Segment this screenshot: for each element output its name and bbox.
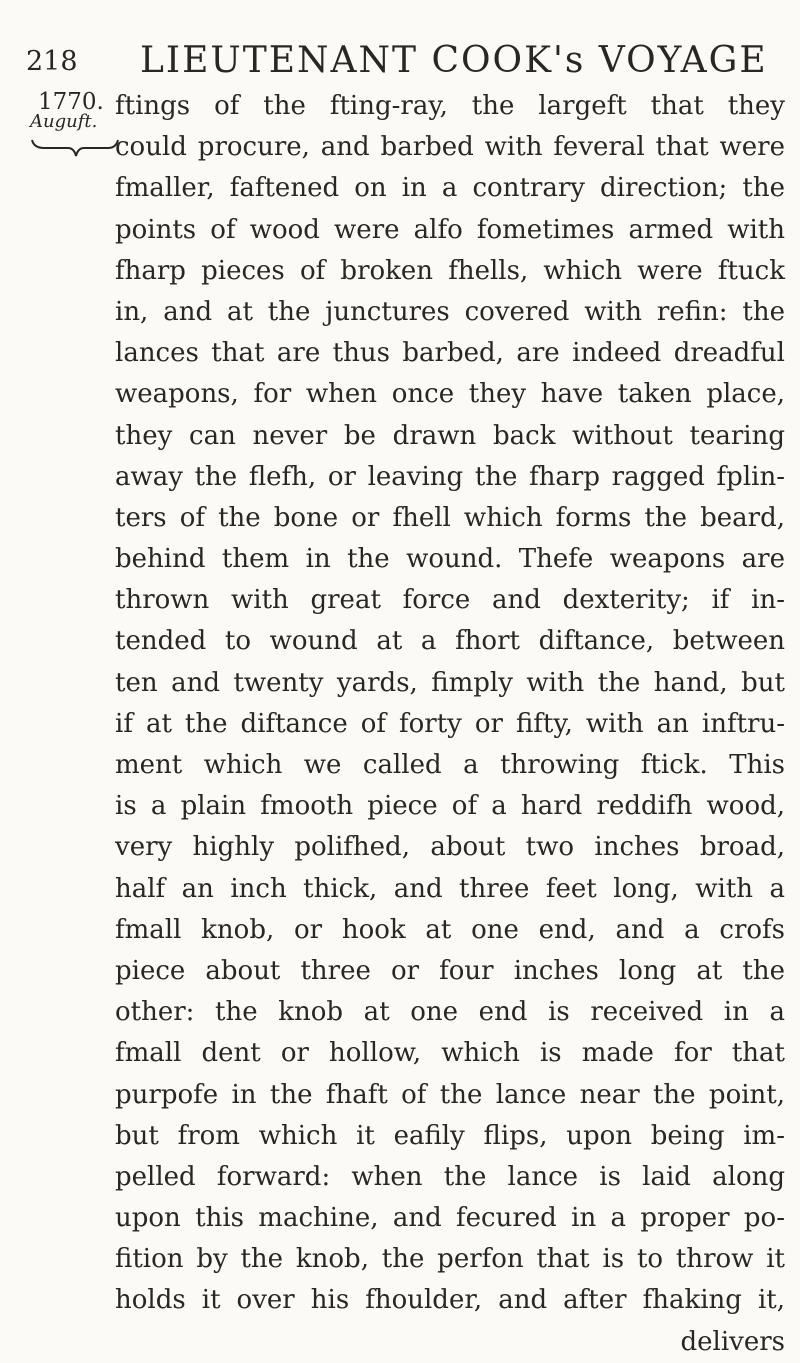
text-line: very highly polifhed, about two inches broad,: [115, 832, 785, 863]
running-title: LIEUTENANT COOK's VOYAGE: [140, 40, 768, 81]
text-line: behind them in the wound. Thefe weapons are: [115, 544, 785, 575]
text-line: fmall knob, or hook at one end, and a crofs: [115, 914, 785, 945]
margin-note-month: Auguft.: [30, 111, 98, 132]
text-line: points of wood were alfo fometimes armed with: [115, 214, 785, 245]
page-number: 218: [26, 46, 78, 77]
text-line: is a plain fmooth piece of a hard reddifh wood,: [115, 791, 785, 822]
text-line: ten and twenty yards, fimply with the hand, but: [115, 667, 785, 698]
catchword: delivers: [680, 1326, 785, 1357]
text-line: thrown with great force and dexterity; if in-: [115, 585, 785, 616]
text-line: fmall dent or hollow, which is made for that: [115, 1038, 785, 1069]
margin-brace-icon: [30, 136, 120, 160]
text-line: holds it over his fhoulder, and after fhaking it,: [115, 1285, 785, 1316]
text-line: if at the diftance of forty or fifty, with an inftru-: [115, 708, 785, 739]
text-line: other: the knob at one end is received in a: [115, 997, 785, 1028]
text-line: weapons, for when once they have taken place,: [115, 379, 785, 410]
text-line: ters of the bone or fhell which forms the beard,: [115, 502, 785, 533]
text-line: purpofe in the fhaft of the lance near the point,: [115, 1079, 785, 1110]
text-line: fharp pieces of broken fhells, which were ftuck: [115, 255, 785, 286]
margin-note-year: 1770.: [38, 89, 104, 115]
body-text: [115, 86, 785, 1363]
text-line: lances that are thus barbed, are indeed dreadful: [115, 338, 785, 369]
text-line: but from which it eafily flips, upon being im-: [115, 1120, 785, 1151]
text-line: ftings of the fting-ray, the largeft that they: [115, 91, 785, 121]
text-line: tended to wound at a fhort diftance, between: [115, 626, 785, 657]
text-line: piece about three or four inches long at the: [115, 955, 785, 986]
text-line: fition by the knob, the perfon that is to throw it: [115, 1244, 785, 1275]
text-line: away the flefh, or leaving the fharp ragged fplin-: [115, 461, 785, 492]
text-line: upon this machine, and fecured in a proper po-: [115, 1203, 785, 1234]
text-line: fmaller, faftened on in a contrary direction; the: [115, 173, 785, 204]
text-line: ment which we called a throwing ftick. This: [115, 750, 785, 780]
text-line: they can never be drawn back without tearing: [115, 420, 785, 451]
text-line: in, and at the junctures covered with refin: the: [115, 296, 785, 327]
text-line: half an inch thick, and three feet long, with a: [115, 873, 785, 904]
text-line: pelled forward: when the lance is laid along: [115, 1161, 785, 1192]
text-line: could procure, and barbed with feveral that were: [115, 132, 785, 163]
